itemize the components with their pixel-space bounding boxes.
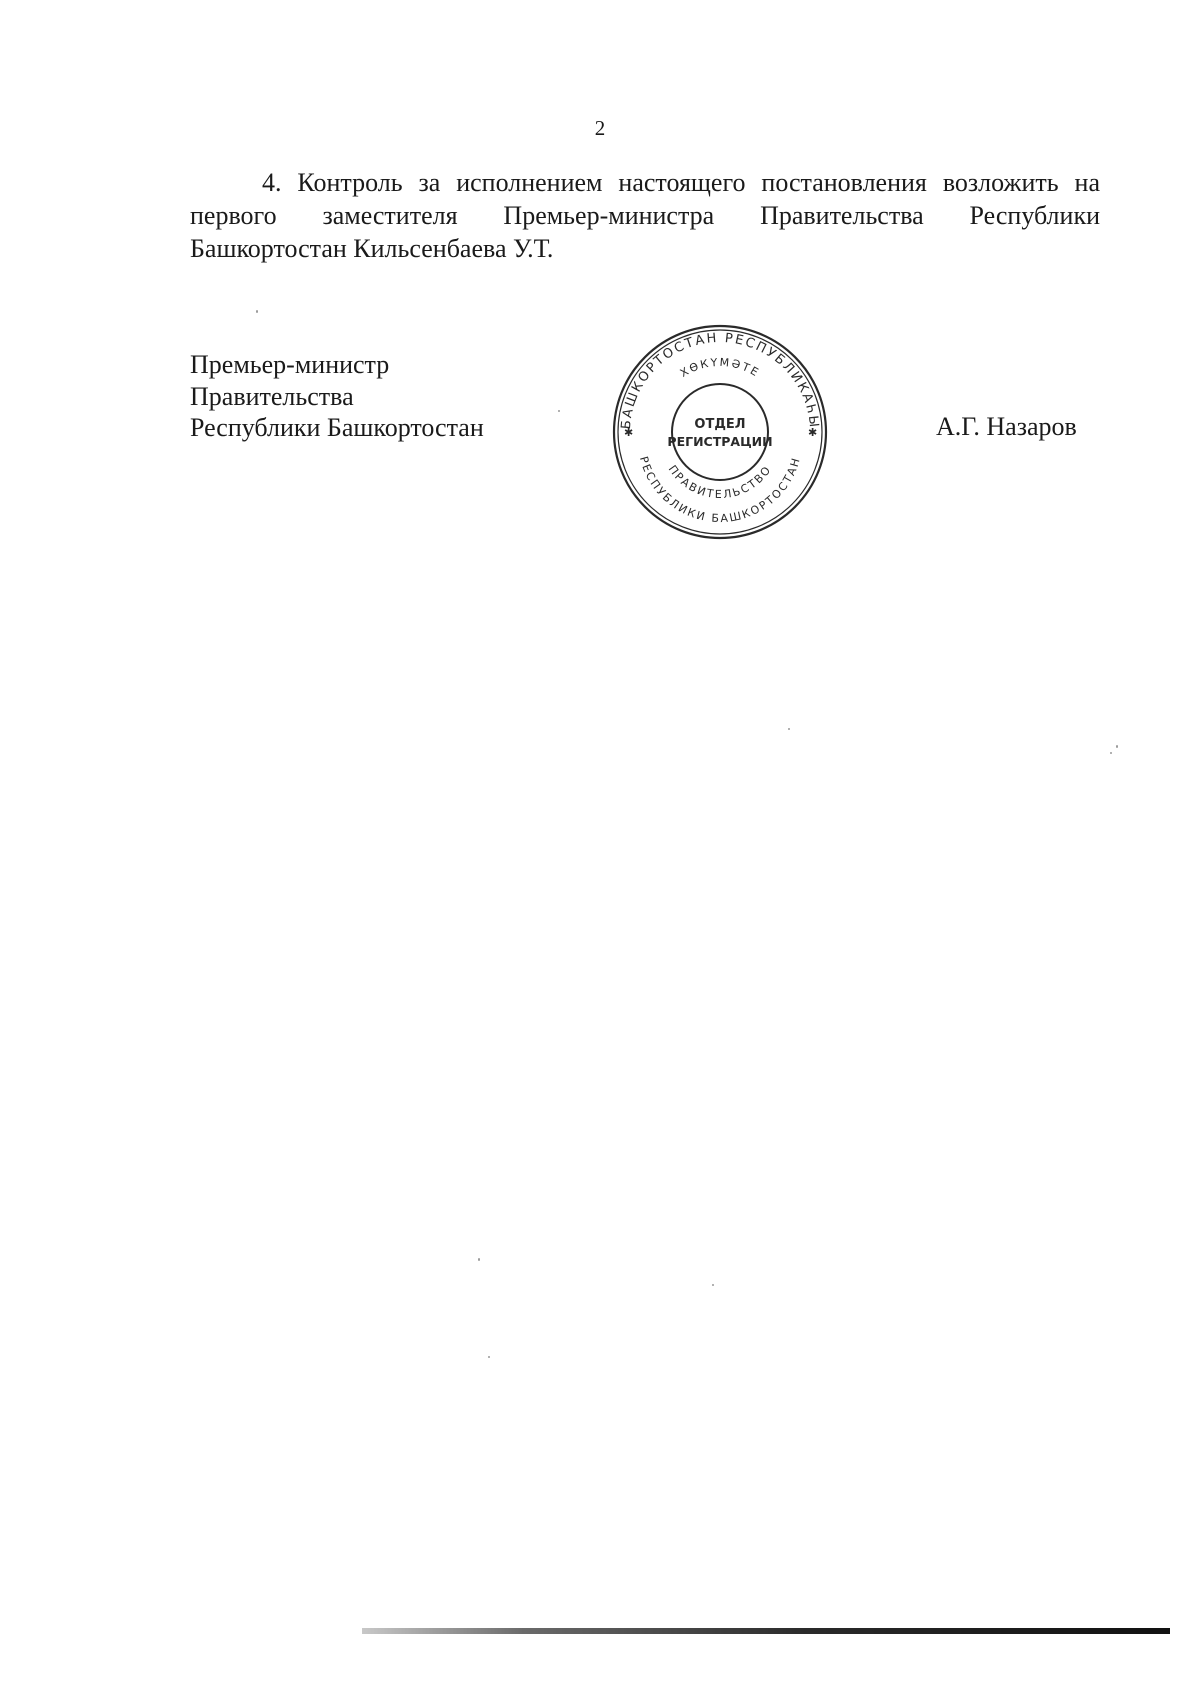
signatory-title-line-1: Премьер-министр: [190, 350, 390, 379]
stamp-center-line-1: ОТДЕЛ: [694, 417, 746, 432]
stamp-center-line-2: РЕГИСТРАЦИИ: [667, 434, 773, 449]
stamp-star-left-icon: ✱: [624, 426, 634, 439]
scan-speck: [1110, 752, 1112, 754]
scan-speck: [488, 1356, 490, 1358]
scan-speck: [256, 310, 258, 313]
bottom-scan-line: [362, 1628, 1170, 1634]
stamp-inner-bottom-text: ПРАВИТЕЛЬСТВО: [665, 462, 775, 502]
signatory-title-line-2: Правительства: [190, 381, 354, 411]
paragraph-4: 4. Контроль за исполнением настоящего постановления возложить на первого заместителя Премьер-министра Правительства Республики Башкортостан Кильсенбаева У.Т.: [190, 168, 1100, 263]
scan-speck: [712, 1284, 714, 1286]
scan-speck: [788, 728, 790, 730]
stamp-inner-top-text: ХӨКҮМӘТЕ: [677, 355, 763, 380]
signatory-block: [190, 349, 484, 444]
signatory-title-line-3: Республики Башкортостан: [190, 413, 484, 442]
scan-speck: [1116, 745, 1118, 748]
registration-stamp: [610, 322, 830, 542]
scan-speck: [478, 1258, 480, 1261]
scan-speck: [558, 410, 560, 412]
signer-name: А.Г. Назаров: [936, 412, 1077, 441]
page-number: 2: [594, 116, 606, 140]
stamp-outer-top-text: БАШКОРТОСТАН РЕСПУБЛИКАҺЫ: [618, 330, 822, 430]
stamp-star-right-icon: ✱: [808, 426, 818, 439]
stamp-outer-bottom-text: РЕСПУБЛИКИ БАШКОРТОСТАН: [636, 454, 804, 526]
